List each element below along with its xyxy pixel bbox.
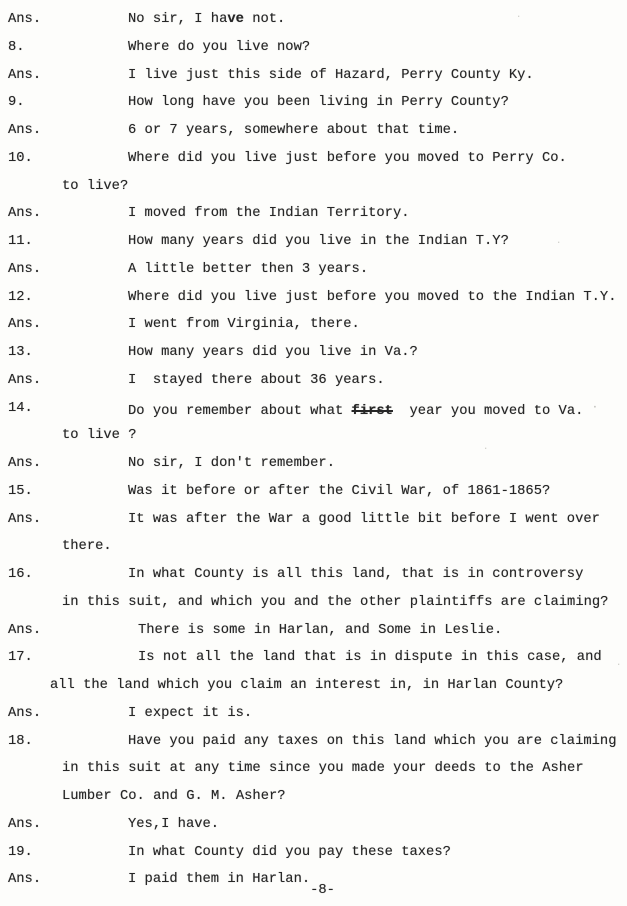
- speaker-label: 8.: [8, 39, 25, 55]
- text-segment: first: [351, 403, 393, 419]
- line-text: Is not all the land that is in dispute in this case, and: [138, 650, 602, 666]
- text-segment: Do you remember about what: [128, 403, 352, 419]
- speaker-label: Ans.: [8, 123, 42, 138]
- speaker-label: 18.: [8, 733, 33, 749]
- line-text: 6 or 7 years, somewhere about that time.: [128, 123, 460, 138]
- speaker-label: 19.: [8, 844, 33, 860]
- speaker-label: Ans.: [8, 816, 42, 832]
- line-text: Where do you live now?: [128, 39, 311, 55]
- speaker-label: Ans.: [8, 511, 42, 527]
- speaker-label: 17.: [8, 650, 33, 666]
- line-text: There is some in Harlan, and Some in Leslie.: [138, 622, 503, 638]
- transcript-line: [8, 260, 625, 288]
- line-text: all the land which you claim an interest in, in Harlan County?: [50, 678, 564, 693]
- transcript-line: [8, 232, 625, 260]
- text-segment: ·: [591, 401, 599, 414]
- text-segment: No sir, I ha: [128, 12, 228, 27]
- line-text: I went from Virginia, there.: [128, 317, 360, 333]
- line-text: [128, 399, 625, 427]
- transcript-line: [8, 537, 625, 565]
- transcript-line: [8, 93, 625, 121]
- transcript-line: [8, 399, 625, 427]
- transcript-line: [8, 676, 625, 704]
- speaker-label: 15.: [8, 483, 33, 499]
- speaker-label: Ans.: [8, 372, 42, 388]
- transcript-line: [8, 149, 625, 177]
- line-text: How many years did you live in the Indian T.Y?: [128, 234, 509, 249]
- line-text: in this suit at any time since you made your deeds to the Asher: [62, 761, 584, 777]
- transcript-line: [8, 38, 625, 66]
- line-text: How long have you been living in Perry County?: [128, 95, 509, 111]
- line-text: there.: [62, 539, 112, 555]
- transcript-line: [8, 648, 625, 676]
- line-text: Where did you live just before you moved to the Indian T.Y.: [128, 289, 617, 305]
- line-text: in this suit, and which you and the other plaintiffs are claiming?: [62, 594, 609, 610]
- transcript-line: [8, 371, 625, 399]
- transcript-line: [8, 732, 625, 760]
- transcript-line: [8, 10, 625, 38]
- scan-speck: ·: [483, 444, 489, 454]
- text-segment: not.: [243, 12, 286, 27]
- line-text: Lumber Co. and G. M. Asher?: [62, 789, 286, 804]
- line-text: I moved from the Indian Territory.: [128, 206, 410, 222]
- transcript-line: [8, 288, 625, 316]
- line-text: Was it before or after the Civil War, of 1861-1865?: [128, 483, 551, 499]
- line-text: I live just this side of Hazard, Perry County Ky.: [128, 67, 534, 83]
- speaker-label: Ans.: [8, 206, 42, 222]
- speaker-label: Ans.: [8, 12, 42, 27]
- transcript-line: [8, 593, 625, 621]
- transcript-line: [8, 815, 625, 843]
- speaker-label: 9.: [8, 95, 25, 111]
- speaker-label: 14.: [8, 400, 33, 416]
- transcript-line: [8, 426, 625, 454]
- line-text: In what County is all this land, that is in controversy: [128, 567, 584, 582]
- transcript-line: [8, 510, 625, 538]
- line-text: Where did you live just before you moved to Perry Co.: [128, 150, 567, 166]
- speaker-label: Ans.: [8, 622, 42, 638]
- transcript-line: [8, 621, 625, 649]
- speaker-label: 16.: [8, 567, 33, 582]
- line-text: Have you paid any taxes on this land which you are claiming: [128, 733, 617, 749]
- line-text: It was after the War a good little bit before I went over: [128, 511, 600, 527]
- transcript-line: [8, 565, 625, 593]
- line-text: Yes,I have.: [128, 816, 220, 832]
- line-text: A little better then 3 years.: [128, 261, 369, 277]
- transcript-line: [8, 315, 625, 343]
- transcript-line: [8, 177, 625, 205]
- scan-speck: ·: [516, 12, 522, 22]
- speaker-label: Ans.: [8, 705, 42, 721]
- line-text: I paid them in Harlan.: [128, 872, 311, 888]
- line-text: I expect it is.: [128, 705, 253, 721]
- speaker-label: 10.: [8, 150, 33, 166]
- line-text: [128, 10, 625, 38]
- transcript-line: [8, 204, 625, 232]
- line-text: In what County did you pay these taxes?: [128, 844, 451, 860]
- speaker-label: Ans.: [8, 456, 42, 471]
- transcript-line: [8, 121, 625, 149]
- transcript-line: [8, 66, 625, 94]
- page-number: -8-: [310, 883, 335, 898]
- line-text: I stayed there about 36 years.: [128, 372, 385, 388]
- line-text: to live?: [62, 178, 129, 194]
- transcript-line: [8, 454, 625, 482]
- speaker-label: Ans.: [8, 872, 42, 888]
- transcript-line: [8, 787, 625, 815]
- line-text: How many years did you live in Va.?: [128, 345, 418, 360]
- transcript: [8, 10, 625, 898]
- line-text: to live ?: [62, 428, 137, 444]
- line-text: No sir, I don't remember.: [128, 456, 335, 471]
- transcript-line: [8, 759, 625, 787]
- transcript-line: [8, 482, 625, 510]
- speaker-label: Ans.: [8, 67, 42, 83]
- transcript-line: [8, 843, 625, 871]
- scan-speck: ·: [616, 660, 622, 670]
- transcript-line: [8, 704, 625, 732]
- speaker-label: Ans.: [8, 317, 42, 333]
- text-segment: ve: [227, 12, 244, 27]
- transcript-line: [8, 343, 625, 371]
- speaker-label: 12.: [8, 289, 33, 305]
- speaker-label: 13.: [8, 345, 33, 360]
- text-segment: year you moved to Va.: [392, 403, 592, 419]
- speaker-label: Ans.: [8, 261, 42, 277]
- scan-speck: ·: [556, 238, 562, 248]
- speaker-label: 11.: [8, 234, 33, 249]
